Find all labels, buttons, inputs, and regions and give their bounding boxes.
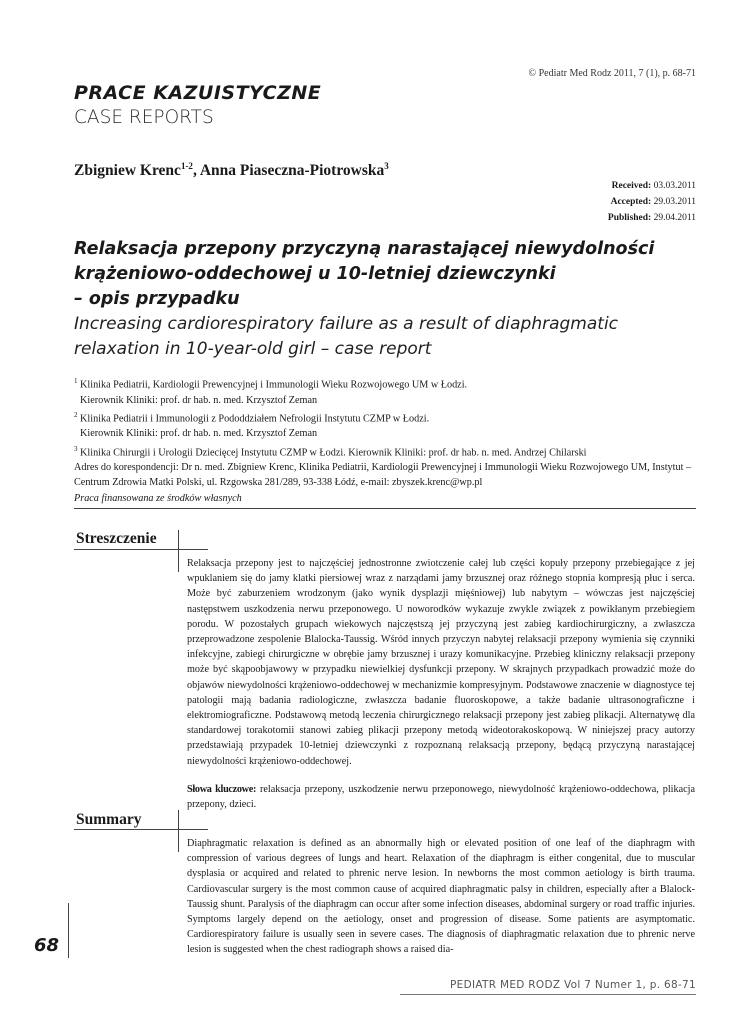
article-title-pl: Relaksacja przepony przyczyną narastającej niewydolności krążeniowo-oddechowej u 10-letniej dziewczynki – opis przypadku <box>74 239 655 309</box>
keywords-list: relaksacja przepony, uszkodzenie nerwu przeponowego, niewydolność krążeniowo-oddechowa, plikacja przepony, dzieci. <box>187 783 695 811</box>
funding-note: Praca finansowana ze środków własnych <box>74 492 242 504</box>
affiliation-1-head: Kierownik Kliniki: prof. dr hab. n. med. Krzysztof Zeman <box>80 394 318 406</box>
affiliation-3: $^3$ Klinika Chirurgii i Urologii Dziecięcej Instytutu CZMP w Łodzi. Kierownik Kliniki: prof. dr hab. n. med. Andrzej Chilarski <box>74 444 587 458</box>
abstract-en <box>187 836 695 958</box>
keywords-label: Słowa kluczowe: <box>187 783 257 795</box>
summary-text: Diaphragmatic relaxation is defined as an abnormally high or elevated position of one leaf of the diaphragm with compression of various degrees of lungs and heart. Relaxation of the diaphragm is either congenital, due to muscular dysplasia or acquired and related to phrenic nerve lesion. In newborns the most common aetiology is birth trauma. Cardiovascular surgery is the most common cause of acquired diaphragmatic palsy in children, especially after a Blalock-Taussig shunt. Paralysis of the diaphragm can occur after some infection diseases, abdominal surgery or road traffic injuries. Symptoms largely depend on the aetiology, onset and progression of disease. Some patients are asymptomatic. Cardiorespiratory failure is usually seen in severe cases. The diagnosis of diaphragmatic relaxation due to phrenic nerve lesion is suggested when the chest radiograph shows a raised dia- <box>187 838 695 956</box>
correspondence-address: Adres do korespondencji: Dr n. med. Zbigniew Krenc, Klinika Pediatrii, Kardiologii Prewencyjnej i Immunologii Wieku Rozwojowego UM, Instytut – Centrum Zdrowia Matki Polski, ul. Rzgowska 281/289, 93-338 Łódź, e-mail: zbyszek.krenc@wp.pl <box>74 462 692 489</box>
divider <box>68 903 69 958</box>
divider <box>74 829 208 830</box>
journal-footer: PEDIATR MED RODZ Vol 7 Numer 1, p. 68-71 <box>450 979 696 991</box>
abstract-pl <box>187 556 695 812</box>
abstract-heading-en: Summary <box>76 811 142 828</box>
affiliation-2: $^2$ Klinika Pediatrii i Immunologii z Pododdziałem Nefrologii Instytutu CZMP w Łodzi. <box>74 410 430 425</box>
author-separator: , <box>192 162 200 180</box>
author-affiliation-sup: 1-2 <box>180 161 193 171</box>
section-title-pl: PRACE KAZUISTYCZNE <box>74 82 322 104</box>
received-date: Received: 03.03.2011 <box>611 181 696 191</box>
author-name: Anna Piaseczna-Piotrowska <box>199 162 385 180</box>
abstract-text: Relaksacja przepony jest to najczęściej jednostronne zwiotczenie całej lub części kopuły przepony przebiegające z jej wpuklaniem się do jamy klatki piersiowej wraz z narządami jamy brzusznej oraz różnego stopnia kompresją płuc i serca. Może być zaburzeniem wrodzonym (jako wynik dysplazji mięśniowej) lub nabytym – wówczas jest najczęściej następstwem uszkodzenia nerwu przeponowego. U noworodków wykazuje zwykle związek z powikłanym przebiegiem porodu. W pozostałych grupach wiekowych najczęstszą jej przyczyną jest zabieg kardiochirurgiczny, a zwłaszcza przeprowadzone zespolenie Blalocka-Taussig. Wśród innych przyczyn nabytej relaksacji przepony wymienia się czynniki infekcyjne, zabiegi chirurgiczne w obrębie jamy brzusznej i urazy komunikacyjne. Przebieg kliniczny relaksacji przepony może być skąpoobjawowy w przypadku niewielkiej dysfunkcji przepony. W skrajnych przypadkach prowadzić może do objawów niewydolności krążeniowo-oddechowej w mechanizmie kompresyjnym. Podstawowe znaczenie w diagnostyce tej patologii mają badania radiologiczne, zwłaszcza badanie fluoroskopowe, a także badanie ultrasonograficzne i elektromiograficzne. Podstawową metodą leczenia chirurgicznego relaksacji przepony jest zabieg plikacji. Alternatywę dla standardowej torakotomii stanowi zabieg plikacji przepony metodą wideotorakoskopową. W niniejszej pracy autorzy przedstawiają przypadek 10-letniej dziewczynki z rozpoznaną relaksacją przepony, będącą przyczyną narastającej niewydolności krążeniowo-oddechowej. <box>187 558 695 767</box>
publication-dates <box>608 178 696 226</box>
affiliation-2-head: Kierownik Kliniki: prof. dr hab. n. med. Krzysztof Zeman <box>80 428 318 440</box>
accepted-date: Accepted: 29.03.2011 <box>610 197 696 207</box>
author-name: Zbigniew Krenc <box>74 162 181 180</box>
affiliation-1: $^1$ Klinika Pediatrii, Kardiologii Prewencyjnej i Immunologii Wieku Rozwojowego UM w Łodzi. <box>74 377 468 391</box>
article-title-en: Increasing cardiorespiratory failure as a result of diaphragmatic relaxation in 10-year-old girl – case report <box>74 314 619 359</box>
affiliations <box>74 374 694 506</box>
keywords <box>187 782 695 812</box>
divider <box>400 994 696 995</box>
citation: © Pediatr Med Rodz 2011, 7 (1), p. 68-71 <box>528 68 696 79</box>
published-date: Published: 29.04.2011 <box>607 213 696 223</box>
authors <box>74 161 389 180</box>
section-title-en: CASE REPORTS <box>74 107 214 128</box>
divider <box>74 508 696 509</box>
author-affiliation-sup: 3 <box>384 161 389 171</box>
divider <box>178 810 179 852</box>
abstract-heading-pl: Streszczenie <box>76 530 157 547</box>
page-number: 68 <box>34 935 60 956</box>
divider <box>178 530 179 572</box>
divider <box>74 549 208 550</box>
